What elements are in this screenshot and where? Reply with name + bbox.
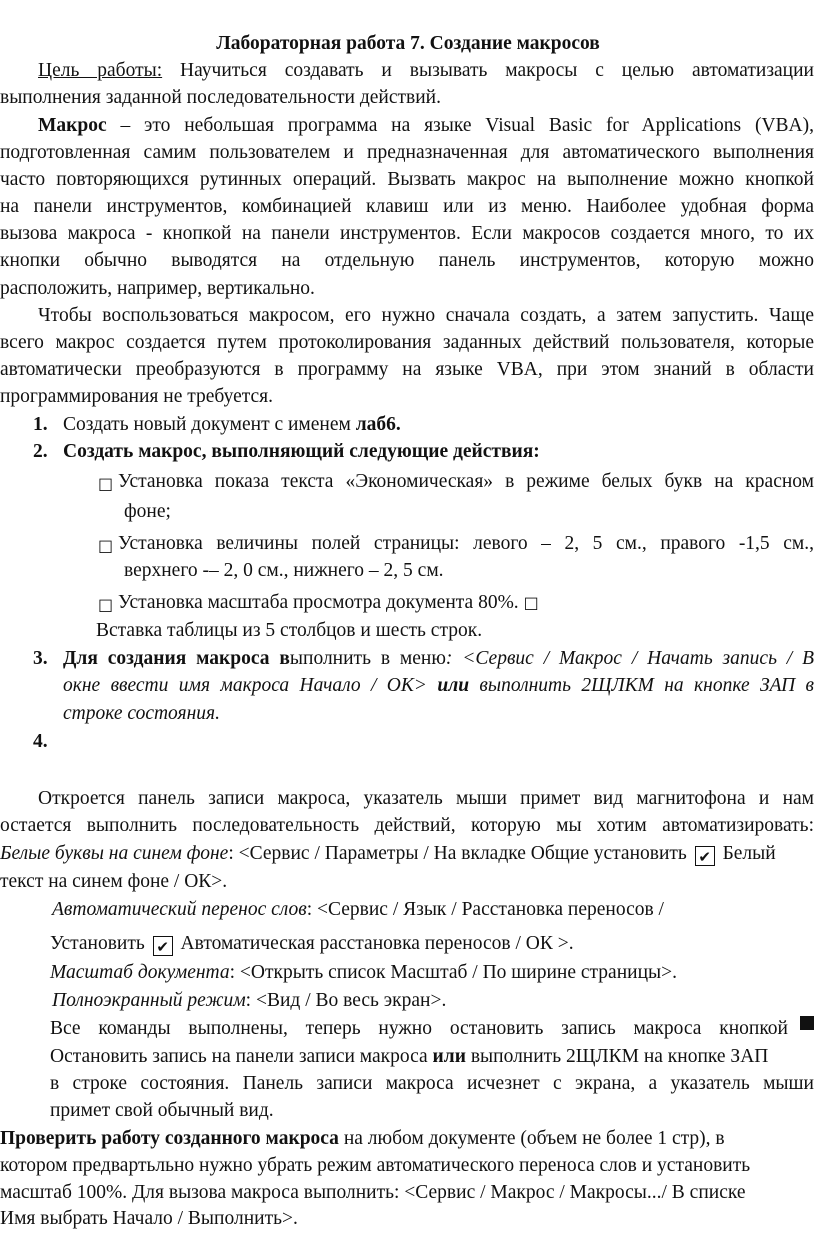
bullet-2-icon: □ bbox=[98, 536, 114, 555]
use-line-1: Чтобы воспользоваться макросом, его нужно сначала создать, а затем запустить. Чаще bbox=[38, 305, 814, 326]
bullet-3-trailing-icon: □ bbox=[523, 593, 539, 612]
term-macro: Макрос bbox=[38, 115, 107, 136]
def-line-1: Макрос – это небольшая программа на языке Visual Basic for Applications (VBA), bbox=[38, 115, 814, 136]
bullet-1-icon: □ bbox=[98, 474, 114, 493]
step-1-text: Создать новый документ с именем лаб6. bbox=[63, 414, 401, 435]
def-line-7: расположить, например, вертикально. bbox=[0, 278, 315, 299]
step-3-line-3: строке состояния. bbox=[63, 703, 220, 724]
scale-line: Масштаб документа: <Открыть список Масштаб / По ширине страницы>. bbox=[50, 962, 677, 983]
use-line-3: автоматически преобразуются в программу на языке VBA, при этом знаний в области bbox=[0, 359, 814, 380]
stop-line-2: Остановить запись на панели записи макроса или выполнить 2ЩЛКМ на кнопке ЗАП bbox=[50, 1046, 769, 1067]
bullet-1-line-2: фоне; bbox=[124, 501, 171, 522]
step-3-line-2: окне ввести имя макроса Начало / ОК> или выполнить 2ЩЛКМ на кнопке ЗАП в bbox=[63, 675, 814, 696]
verify-line-3: масштаб 100%. Для вызова макроса выполнить: <Сервис / Макрос / Макросы.../ В списке bbox=[0, 1182, 746, 1203]
def-line-6: кнопки обычно выводятся на отдельную панель инструментов, которую можно bbox=[0, 250, 814, 271]
goal-line-2: выполнения заданной последовательности действий. bbox=[0, 87, 441, 108]
def-line-4: на панели инструментов, комбинацией клавиш или из меню. Наиболее удобная форма bbox=[0, 196, 814, 217]
step-1-number: 1. bbox=[33, 414, 48, 435]
def-line-5: вызова макроса - кнопкой на панели инструментов. Если макросов создается много, то их bbox=[0, 223, 814, 244]
record-line-2: остается выполнить последовательность действий, которую мы хотим автоматизировать: bbox=[0, 815, 814, 836]
bullet-1-line-1: Установка показа текста «Экономическая» в режиме белых букв на красном bbox=[118, 471, 814, 492]
checkbox-checked-icon: ✔ bbox=[153, 936, 173, 956]
stop-line-1: Все команды выполнены, теперь нужно остановить запись макроса кнопкой bbox=[50, 1018, 788, 1039]
stop-recording-icon bbox=[800, 1016, 814, 1030]
verify-line-2: котором предвартьльно нужно убрать режим автоматического переноса слов и установить bbox=[0, 1155, 751, 1176]
step-4-number: 4. bbox=[33, 731, 48, 752]
use-line-4: программирования не требуется. bbox=[0, 386, 273, 407]
verify-line-4: Имя выбрать Начало / Выполнить>. bbox=[0, 1208, 298, 1229]
def-line-2: подготовленная самим пользователем и предназначенная для автоматического выполнения bbox=[0, 142, 814, 163]
bullet-4-line: Вставка таблицы из 5 столбцов и шесть строк. bbox=[96, 620, 483, 641]
bullet-2-line-2: верхнего -– 2, 0 см., нижнего – 2, 5 см. bbox=[124, 560, 444, 581]
step-3-number: 3. bbox=[33, 648, 48, 669]
goal-line-1: Цель работы: Научиться создавать и вызывать макросы с целью автоматизации bbox=[38, 60, 814, 81]
white-text-line-1: Белые буквы на синем фоне: <Сервис / Параметры / На вкладке Общие установить ✔ Белый bbox=[0, 843, 776, 866]
hyphen-line-2: Установить ✔ Автоматическая расстановка переносов / ОК >. bbox=[50, 933, 574, 956]
white-text-line-2: текст на синем фоне / ОК>. bbox=[0, 871, 228, 892]
step-2-number: 2. bbox=[33, 441, 48, 462]
bullet-3-line-1: Установка масштаба просмотра документа 80%. □ bbox=[118, 592, 539, 613]
bullet-2-line-1: Установка величины полей страницы: левого – 2, 5 см., правого -1,5 см., bbox=[118, 533, 814, 554]
hyphen-line-1: Автоматический перенос слов: <Сервис / Язык / Расстановка переносов / bbox=[52, 899, 664, 920]
document-title: Лабораторная работа 7. Создание макросов bbox=[216, 33, 600, 54]
checkbox-checked-icon: ✔ bbox=[695, 846, 715, 866]
record-line-1: Откроется панель записи макроса, указатель мыши примет вид магнитофона и нам bbox=[38, 788, 814, 809]
fullscreen-line: Полноэкранный режим: <Вид / Во весь экран>. bbox=[52, 990, 447, 1011]
step-3-line-1: Для создания макроса выполнить в меню: <Сервис / Макрос / Начать запись / В bbox=[63, 648, 814, 669]
bullet-3-icon: □ bbox=[98, 595, 114, 614]
stop-line-3: в строке состояния. Панель записи макроса исчезнет с экрана, а указатель мыши bbox=[50, 1073, 814, 1094]
use-line-2: всего макрос создается путем протоколирования заданных действий пользователя, которые bbox=[0, 332, 814, 353]
def-line-3: часто повторяющихся рутинных операций. Вызвать макрос на выполнение можно кнопкой bbox=[0, 169, 814, 190]
goal-label: Цель работы: bbox=[38, 60, 163, 81]
stop-line-4: примет свой обычный вид. bbox=[50, 1100, 274, 1121]
verify-line-1: Проверить работу созданного макроса на любом документе (объем не более 1 стр), в bbox=[0, 1128, 725, 1149]
step-2-text: Создать макрос, выполняющий следующие действия: bbox=[63, 441, 540, 462]
